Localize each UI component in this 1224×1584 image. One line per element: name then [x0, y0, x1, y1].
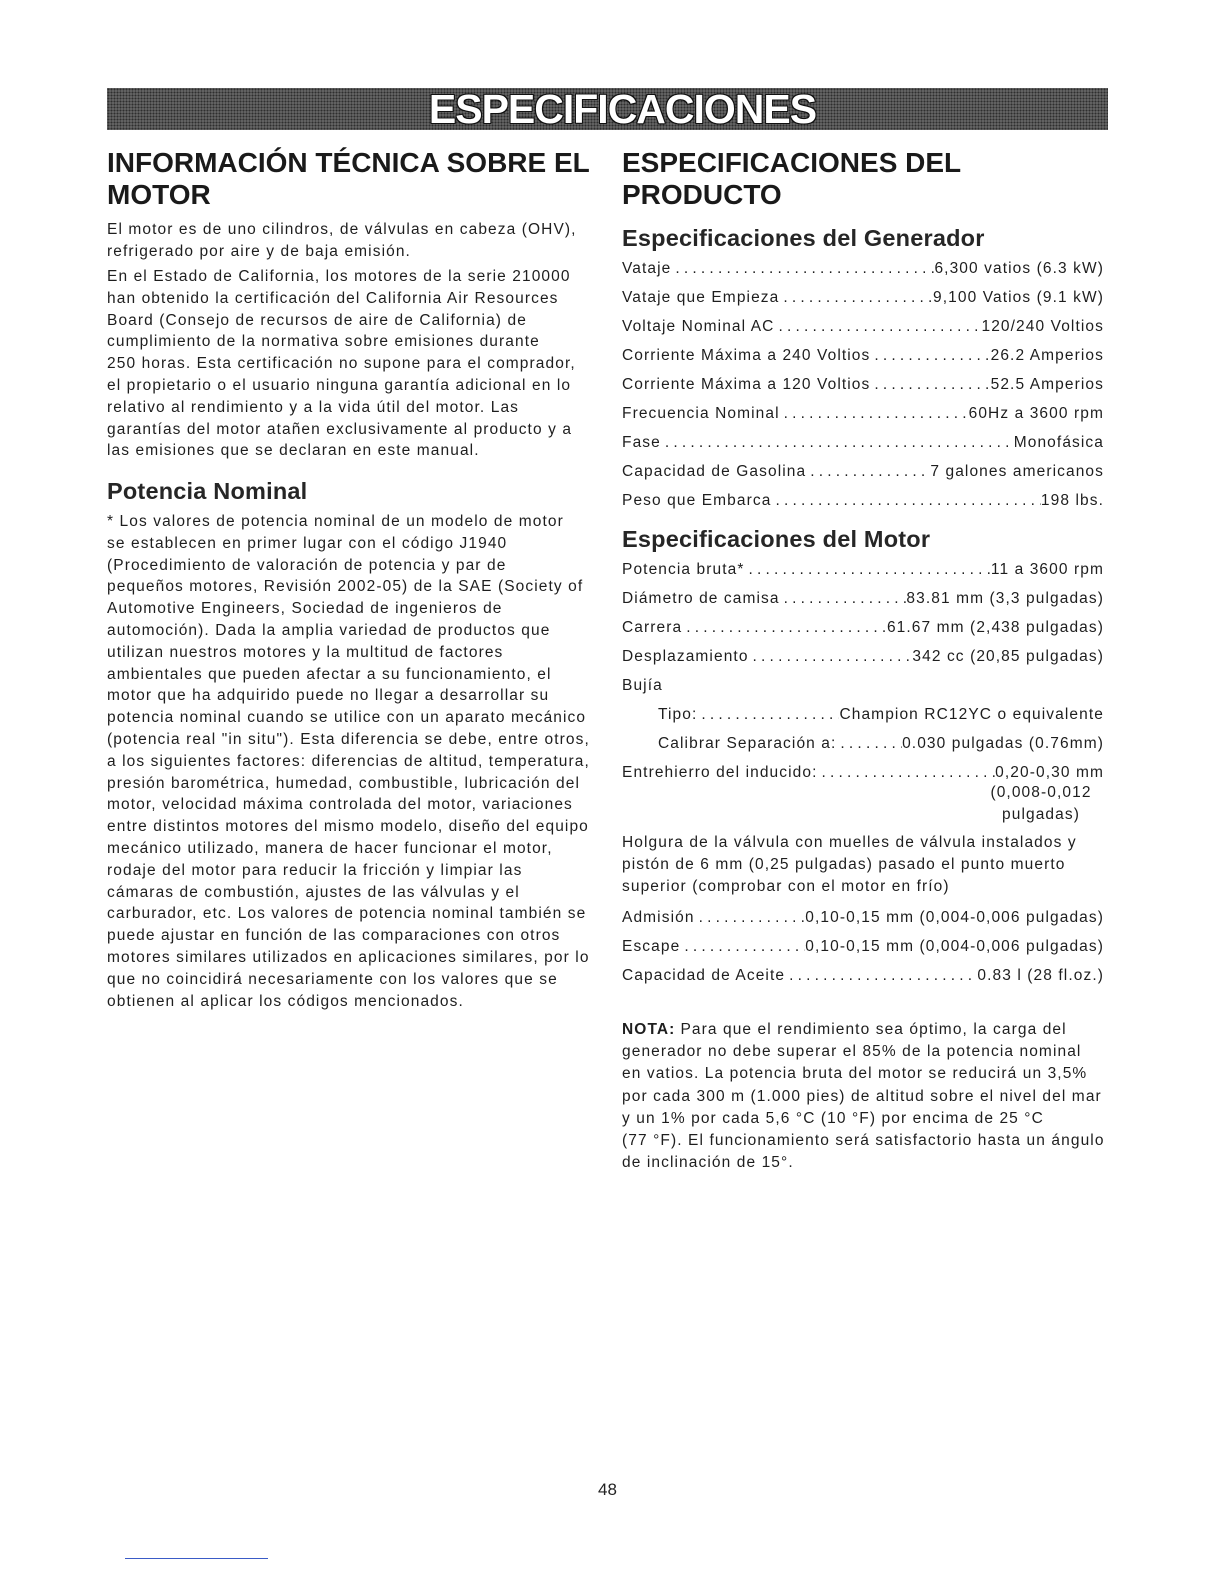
text-line: por cada 300 m (1.000 pies) de altitud sobre el nivel del mar [622, 1087, 1102, 1105]
dot-leader [680, 932, 805, 961]
motor-intro-paragraph [107, 219, 594, 263]
text-line: potencia nominal cuando se utilice con un aparato mecánico [107, 709, 587, 727]
spec-row-bore [622, 584, 1104, 613]
power-rating-heading: Potencia Nominal [107, 478, 308, 504]
spec-label: Tipo: [658, 705, 698, 723]
text-line: a los siguientes factores: diferencias de altitud, temperatura, [107, 752, 590, 770]
heading-line: MOTOR [107, 179, 211, 210]
spec-value: 0,20-0,30 mm [995, 763, 1104, 781]
spec-row-rated-voltage [622, 312, 1104, 341]
spec-value: 60Hz a 3600 rpm [968, 404, 1104, 422]
note-label: NOTA: [622, 1021, 676, 1038]
section-title: ESPECIFICACIONES [428, 86, 817, 132]
dot-leader [779, 283, 933, 312]
spec-value: 52.5 Amperios [990, 375, 1104, 393]
generator-specs-heading: Especificaciones del Generador [622, 225, 985, 251]
spec-value: 342 cc (20,85 pulgadas) [912, 647, 1104, 665]
spec-row-spark-plug-type [622, 700, 1104, 729]
dot-leader [749, 642, 913, 671]
spec-value: 0.030 pulgadas (0.76mm) [902, 734, 1104, 752]
spec-row-current-120 [622, 370, 1104, 399]
text-line: carburador, etc. Los valores de potencia nominal también se [107, 905, 587, 923]
dot-leader [870, 370, 990, 399]
dot-leader [836, 729, 902, 758]
spec-label: Vataje que Empieza [622, 288, 780, 306]
spec-label: Carrera [622, 618, 683, 636]
text-line: entre distintos motores del mismo modelo, diseño del equipo [107, 818, 589, 836]
spec-row-spark-plug [622, 671, 1104, 700]
spec-label: Vataje [622, 259, 672, 277]
spec-row-intake [622, 903, 1104, 932]
text-line: rodaje del motor para reducir la fricción y limpiar las [107, 861, 523, 879]
text-line: y un 1% por cada 5,6 °C (10 °F) por encima de 25 °C [622, 1109, 1044, 1127]
dot-leader [785, 961, 977, 990]
text-line: cumplimiento de la normativa sobre emisiones durante [107, 333, 540, 351]
spec-row-gross-power [622, 555, 1104, 584]
spec-label: Voltaje Nominal AC [622, 317, 775, 335]
text-line: obtienen al aplicar los códigos mencionados. [107, 992, 464, 1010]
dot-leader [806, 457, 930, 486]
text-line: motor, velocidad máxima controlada del motor, variaciones [107, 796, 573, 814]
text-line: refrigerado por aire y de baja emisión. [107, 242, 411, 260]
spec-row-phase [622, 428, 1104, 457]
spec-value: 0,10-0,15 mm (0,004-0,006 pulgadas) [805, 908, 1104, 926]
armature-gap-continuation [622, 782, 1104, 826]
note-text: Para que el rendimiento sea óptimo, la carga del [680, 1021, 1067, 1038]
dot-leader [780, 584, 907, 613]
motor-specs-table [622, 555, 1104, 787]
text-line: de inclinación de 15°. [622, 1154, 794, 1172]
spec-row-stroke [622, 613, 1104, 642]
spec-label: Calibrar Separación a: [658, 734, 837, 752]
california-certification-paragraph [107, 266, 594, 462]
spec-label: Entrehierro del inducido: [622, 763, 818, 781]
spec-value: 7 galones americanos [930, 462, 1104, 480]
dot-leader [671, 254, 934, 283]
text-line: que no coincidirá necesariamente con los valores que se [107, 970, 558, 988]
text-line: * Los valores de potencia nominal de un modelo de motor [107, 513, 564, 530]
dot-leader [697, 700, 839, 729]
spec-value: 0,10-0,15 mm (0,004-0,006 pulgadas) [805, 937, 1104, 955]
spec-row-oil-capacity [622, 961, 1104, 990]
spec-value: 0.83 l (28 fl.oz.) [977, 966, 1104, 984]
text-line: relativo al rendimiento y a la vida útil del motor. Las [107, 398, 520, 416]
spec-label: Peso que Embarca [622, 491, 772, 509]
power-rating-paragraph [107, 511, 594, 1012]
spec-row-shipping-weight [622, 486, 1104, 515]
text-line: utilizan nuestros motores y la multitud de factores [107, 643, 504, 661]
spec-row-wattage [622, 254, 1104, 283]
spec-row-current-240 [622, 341, 1104, 370]
dot-leader [774, 312, 981, 341]
text-line [622, 1019, 1104, 1041]
spec-value: 120/240 Voltios [981, 317, 1104, 335]
spec-label: Admisión [622, 908, 695, 926]
text-line: puede ajustar en función de las comparaciones con otros [107, 927, 561, 945]
spec-value: 6,300 vatios (6.3 kW) [934, 259, 1104, 277]
text-line: motor que ha adquirido puede no llegar a desarrollar su [107, 687, 550, 705]
spec-label: Fase [622, 433, 661, 451]
spec-value: Monofásica [1013, 433, 1104, 451]
spec-value-continued: pulgadas) [1002, 806, 1080, 823]
text-line: automoción). Dada la amplia variedad de productos que [107, 621, 551, 639]
spec-row-spark-plug-gap [622, 729, 1104, 758]
text-line: El motor es de uno cilindros, de válvulas en cabeza (OHV), [107, 221, 577, 238]
text-line: en vatios. La potencia bruta del motor se reducirá un 3,5% [622, 1065, 1088, 1083]
spec-row-starting-wattage [622, 283, 1104, 312]
text-line: mecánico utilizado, manera de hacer funcionar el motor, [107, 839, 553, 857]
footer-rule [125, 1558, 268, 1559]
generator-specs-table [622, 254, 1104, 515]
text-line: el propietario o el usuario ninguna garantía adicional en lo [107, 376, 572, 394]
spec-label: Escape [622, 937, 681, 955]
text-line: pequeños motores, Revisión 2002-05) de la SAE (Society of [107, 578, 584, 596]
spec-label: Potencia bruta* [622, 560, 745, 578]
text-line: han obtenido la certificación del California Air Resources [107, 289, 559, 307]
heading-line: INFORMACIÓN TÉCNICA SOBRE EL [107, 147, 590, 178]
spec-row-frequency [622, 399, 1104, 428]
text-line: pistón de 6 mm (0,25 pulgadas) pasado el punto muerto [622, 856, 1066, 873]
page-number: 48 [598, 1480, 617, 1499]
motor-info-heading [107, 147, 594, 211]
text-line: (potencia real "in situ"). Esta diferencia se debe, entre otros, [107, 730, 590, 748]
spec-label: Desplazamiento [622, 647, 749, 665]
spec-value-continued: (0,008-0,012 [990, 784, 1092, 801]
product-specs-heading [622, 147, 1104, 211]
text-line: garantías del motor atañen exclusivamente al producto y a [107, 420, 573, 438]
spec-value: 83.81 mm (3,3 pulgadas) [906, 589, 1104, 607]
text-line: Board (Consejo de recursos de aire de California) de [107, 311, 527, 329]
dot-leader [695, 903, 806, 932]
text-line: (Procedimiento de valoración de potencia y par de [107, 556, 507, 574]
spec-label: Bujía [622, 676, 663, 694]
text-line: generador no debe superar el 85% de la potencia nominal [622, 1043, 1082, 1061]
dot-leader [771, 486, 1040, 515]
spec-value: 198 lbs. [1040, 491, 1104, 509]
text-line: cámaras de combustión, ajustes de las válvulas y el [107, 883, 520, 901]
spec-label: Corriente Máxima a 120 Voltios [622, 375, 871, 393]
text-line: superior (comprobar con el motor en frío) [622, 878, 950, 895]
spec-value: 9,100 Vatios (9.1 kW) [933, 288, 1104, 306]
heading-line: ESPECIFICACIONES DEL [622, 147, 962, 178]
text-line: En el Estado de California, los motores de la serie 210000 [107, 268, 571, 285]
heading-line: PRODUCTO [622, 179, 782, 210]
spec-row-fuel-capacity [622, 457, 1104, 486]
dot-leader [745, 555, 991, 584]
spec-row-displacement [622, 642, 1104, 671]
spec-value: 11 a 3600 rpm [990, 560, 1104, 578]
text-line: presión barométrica, humedad, combustible, lubricación del [107, 774, 581, 792]
spec-value: Champion RC12YC o equivalente [839, 705, 1104, 723]
valve-clearance-note [622, 832, 1104, 898]
text-line: motores similares utilizados en aplicaciones similares, por lo [107, 948, 590, 966]
spec-label: Frecuencia Nominal [622, 404, 780, 422]
section-banner [107, 88, 1108, 130]
dot-leader [780, 399, 969, 428]
valve-clearance-table [622, 903, 1104, 990]
spec-label: Diámetro de camisa [622, 589, 780, 607]
motor-specs-heading: Especificaciones del Motor [622, 526, 931, 552]
text-line: Automotive Engineers, Sociedad de ingenieros de [107, 600, 503, 618]
text-line: (77 °F). El funcionamiento será satisfactorio hasta un ángulo [622, 1132, 1105, 1150]
text-line: ambientales que pueden afectar a su funcionamiento, el [107, 665, 552, 683]
dot-leader [870, 341, 990, 370]
spec-row-exhaust [622, 932, 1104, 961]
spec-value: 26.2 Amperios [990, 346, 1104, 364]
text-line: se establecen en primer lugar con el código J1940 [107, 534, 508, 552]
text-line: Holgura de la válvula con muelles de válvula instalados y [622, 834, 1077, 851]
performance-note [622, 1019, 1104, 1174]
dot-leader [682, 613, 887, 642]
spec-label: Capacidad de Gasolina [622, 462, 807, 480]
spec-label: Corriente Máxima a 240 Voltios [622, 346, 871, 364]
dot-leader [661, 428, 1014, 457]
text-line: las emisiones que se declaran en este manual. [107, 442, 480, 460]
spec-label: Capacidad de Aceite [622, 966, 786, 984]
spec-value: 61.67 mm (2,438 pulgadas) [886, 618, 1104, 636]
text-line: 250 horas. Esta certificación no supone para el comprador, [107, 355, 576, 373]
